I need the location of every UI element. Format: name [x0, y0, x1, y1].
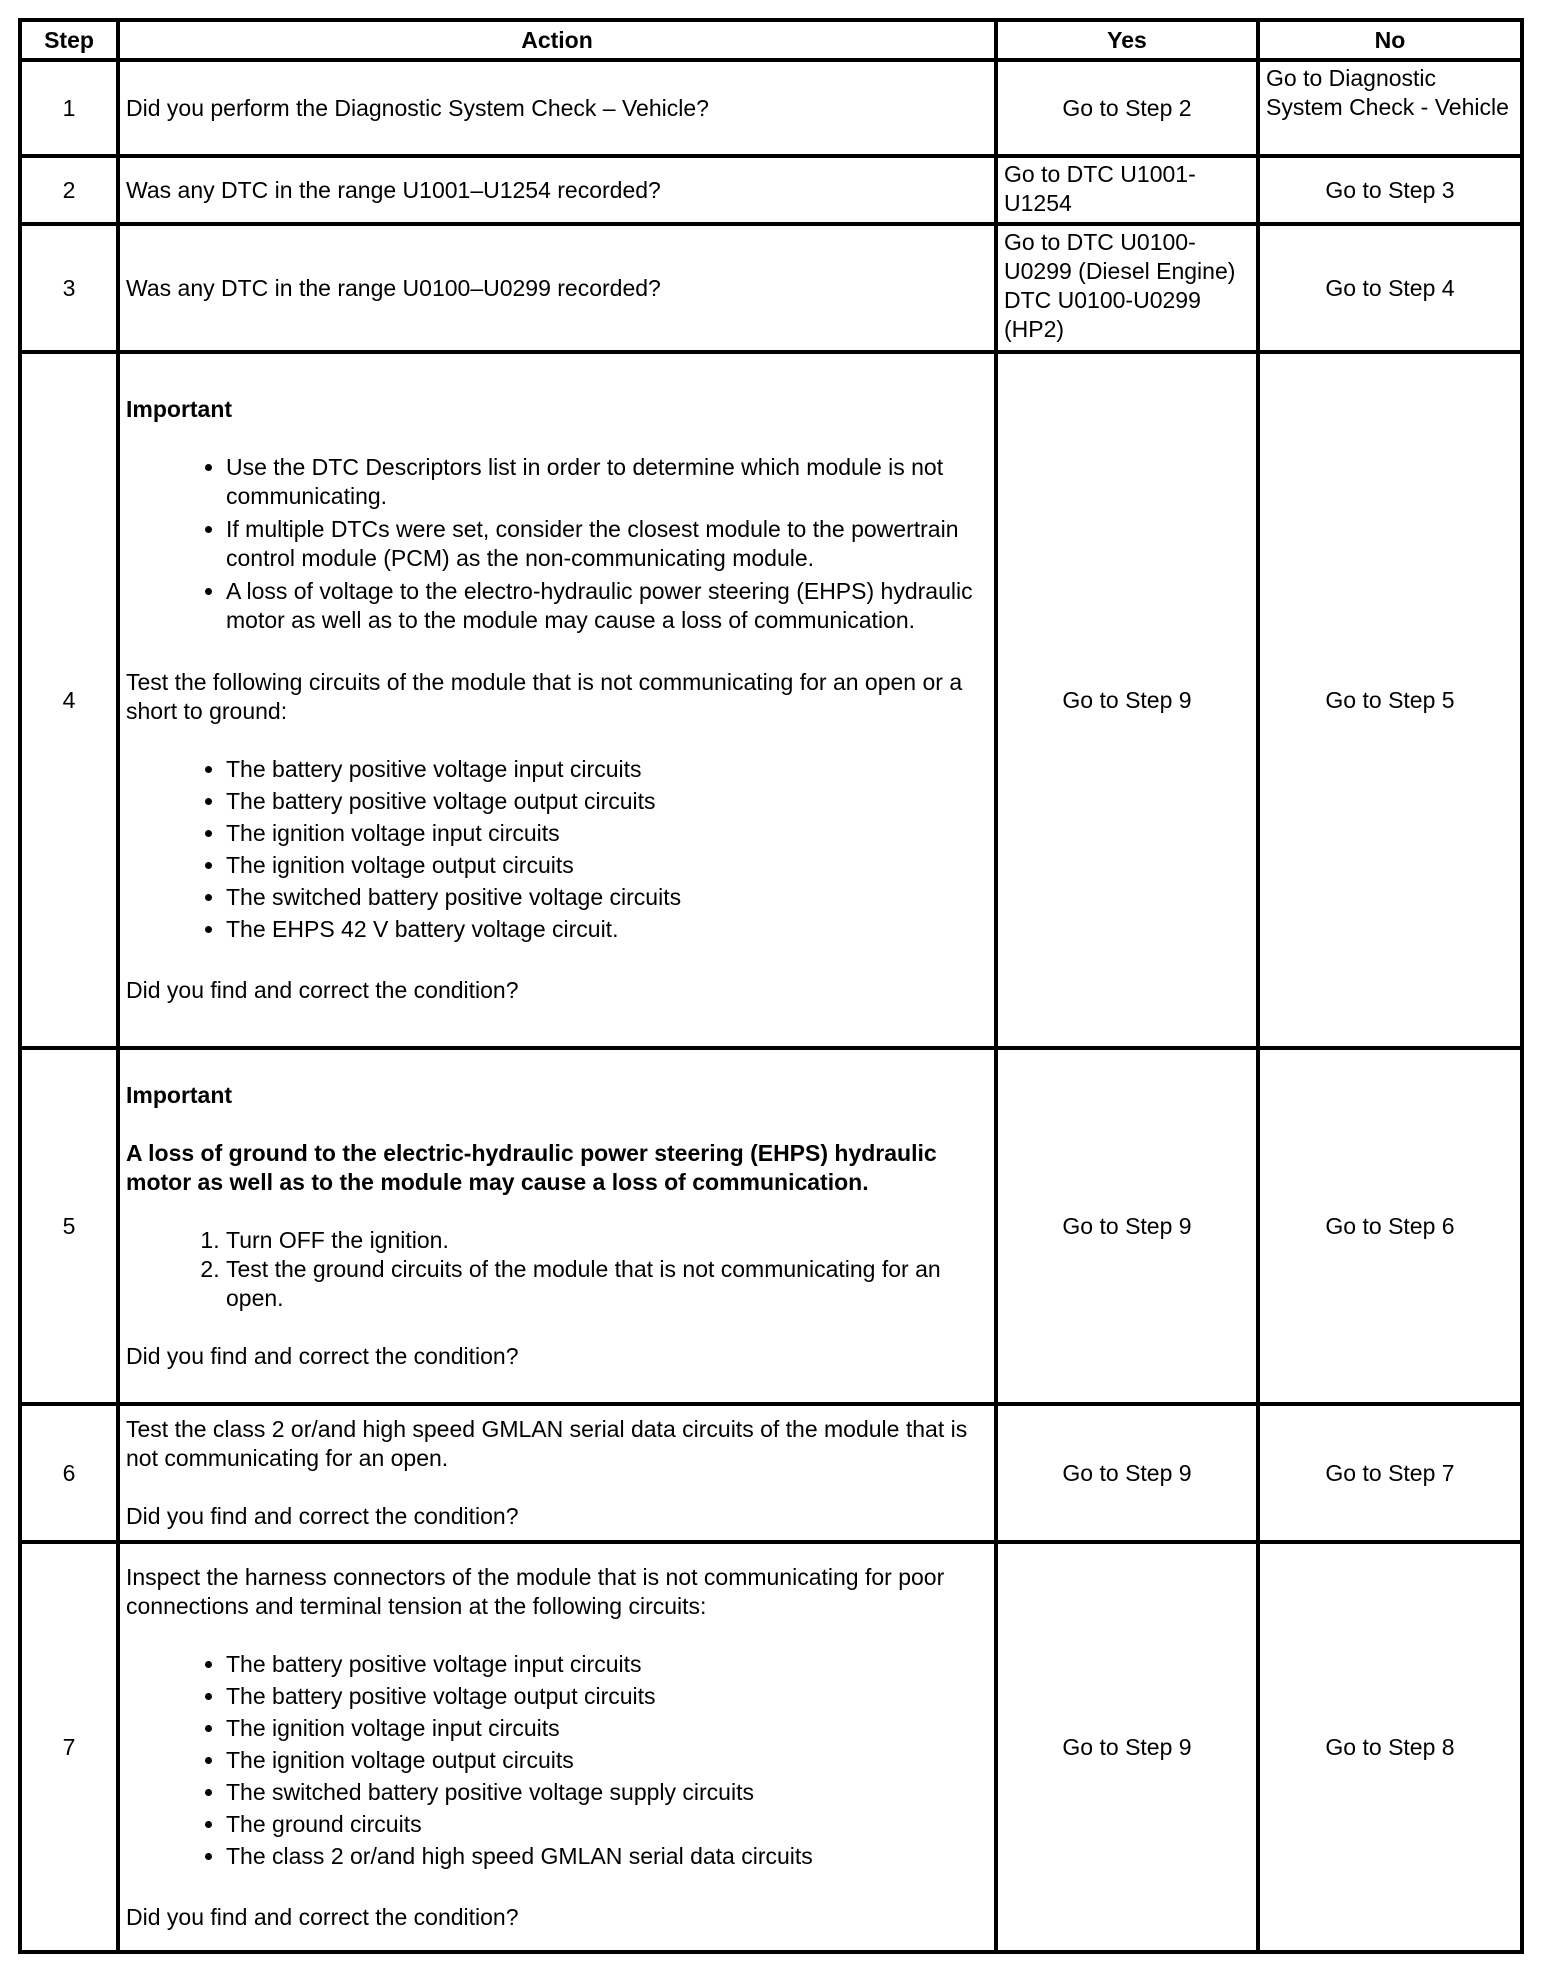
question-text: Did you find and correct the condition?	[126, 977, 519, 1003]
list-item: • Use the DTC Descriptors list in order to determine which module is not communicating.	[226, 453, 988, 511]
question-text: Did you find and correct the condition?	[126, 1343, 519, 1369]
important-heading: Important	[126, 396, 233, 422]
table-row-step-1	[20, 60, 1522, 156]
list-item: • The battery positive voltage output circuits	[226, 1682, 988, 1711]
question-text: Did you find and correct the condition?	[126, 1903, 519, 1930]
question-text: Did you find and correct the condition?	[126, 1503, 519, 1529]
table-row-step-3	[20, 224, 1522, 352]
list-item: • The class 2 or/and high speed GMLAN serial data circuits	[226, 1842, 988, 1871]
no-outcome: Go to Step 7	[1258, 1404, 1522, 1542]
no-outcome: Go to Diagnostic System Check - Vehicle	[1258, 60, 1522, 156]
list-item: • The ground circuits	[226, 1810, 988, 1839]
list-item: 1. Turn OFF the ignition.	[226, 1226, 988, 1255]
no-outcome: Go to Step 5	[1258, 352, 1522, 1048]
yes-outcome: Go to Step 9	[996, 1542, 1258, 1952]
important-note: A loss of ground to the electric-hydraulic power steering (EHPS) hydraulic motor as well as to the module may cause a loss of communication.	[126, 1140, 937, 1195]
step-number: 5	[20, 1048, 118, 1404]
yes-outcome: Go to Step 9	[996, 352, 1258, 1048]
list-item: • If multiple DTCs were set, consider the closest module to the powertrain control module (PCM) as the non-communicating module.	[226, 515, 988, 573]
instruction-text: Inspect the harness connectors of the module that is not communicating for poor connections and terminal tension at the following circuits:	[126, 1563, 945, 1619]
yes-outcome: Go to Step 9	[996, 1048, 1258, 1404]
action-text: Was any DTC in the range U0100–U0299 recorded?	[118, 224, 996, 352]
list-item: • The battery positive voltage input circuits	[226, 755, 988, 784]
list-item: • The ignition voltage output circuits	[226, 1746, 988, 1775]
no-outcome: Go to Step 4	[1258, 224, 1522, 352]
table-row-step-7	[20, 1542, 1522, 1952]
circuits-list	[126, 755, 988, 944]
diagnostic-table	[18, 18, 1524, 1954]
important-notes-list	[126, 453, 988, 635]
action-cell	[118, 1048, 996, 1404]
list-item: • The ignition voltage output circuits	[226, 851, 988, 880]
list-item: • The ignition voltage input circuits	[226, 1714, 988, 1743]
list-item: • The battery positive voltage output circuits	[226, 787, 988, 816]
list-item: • The battery positive voltage input circuits	[226, 1650, 988, 1679]
no-outcome: Go to Step 8	[1258, 1542, 1522, 1952]
step-number: 7	[20, 1542, 118, 1952]
list-item: • The ignition voltage input circuits	[226, 819, 988, 848]
table-row-step-2	[20, 156, 1522, 224]
table-row-step-6	[20, 1404, 1522, 1542]
list-item: 2. Test the ground circuits of the module that is not communicating for an open.	[226, 1255, 988, 1313]
yes-outcome: Go to Step 2	[996, 60, 1258, 156]
table-row-step-4	[20, 352, 1522, 1048]
step-number: 3	[20, 224, 118, 352]
procedure-list	[126, 1226, 988, 1313]
step-number: 2	[20, 156, 118, 224]
instruction-text: Test the following circuits of the module that is not communicating for an open or a short to ground:	[126, 669, 963, 724]
action-text: Was any DTC in the range U1001–U1254 recorded?	[118, 156, 996, 224]
list-item: • A loss of voltage to the electro-hydraulic power steering (EHPS) hydraulic motor as well as to the module may cause a loss of communication.	[226, 577, 988, 635]
list-item: • The switched battery positive voltage supply circuits	[226, 1778, 988, 1807]
no-outcome: Go to Step 3	[1258, 156, 1522, 224]
circuits-list	[126, 1650, 988, 1871]
action-cell	[118, 352, 996, 1048]
header-step: Step	[20, 20, 118, 60]
table-row-step-5	[20, 1048, 1522, 1404]
instruction-text: Test the class 2 or/and high speed GMLAN serial data circuits of the module that is not communicating for an open.	[126, 1416, 968, 1471]
action-cell	[118, 1404, 996, 1542]
yes-outcome: Go to Step 9	[996, 1404, 1258, 1542]
action-cell	[118, 1542, 996, 1952]
step-number: 1	[20, 60, 118, 156]
header-action: Action	[118, 20, 996, 60]
yes-outcome: Go to DTC U0100-U0299 (Diesel Engine) DTC U0100-U0299 (HP2)	[996, 224, 1258, 352]
step-number: 6	[20, 1404, 118, 1542]
list-item: • The switched battery positive voltage circuits	[226, 883, 988, 912]
header-no: No	[1258, 20, 1522, 60]
yes-outcome: Go to DTC U1001-U1254	[996, 156, 1258, 224]
action-text: Did you perform the Diagnostic System Check – Vehicle?	[118, 60, 996, 156]
header-row	[20, 20, 1522, 60]
list-item: • The EHPS 42 V battery voltage circuit.	[226, 915, 988, 944]
step-number: 4	[20, 352, 118, 1048]
no-outcome: Go to Step 6	[1258, 1048, 1522, 1404]
header-yes: Yes	[996, 20, 1258, 60]
important-heading: Important	[126, 1082, 233, 1108]
